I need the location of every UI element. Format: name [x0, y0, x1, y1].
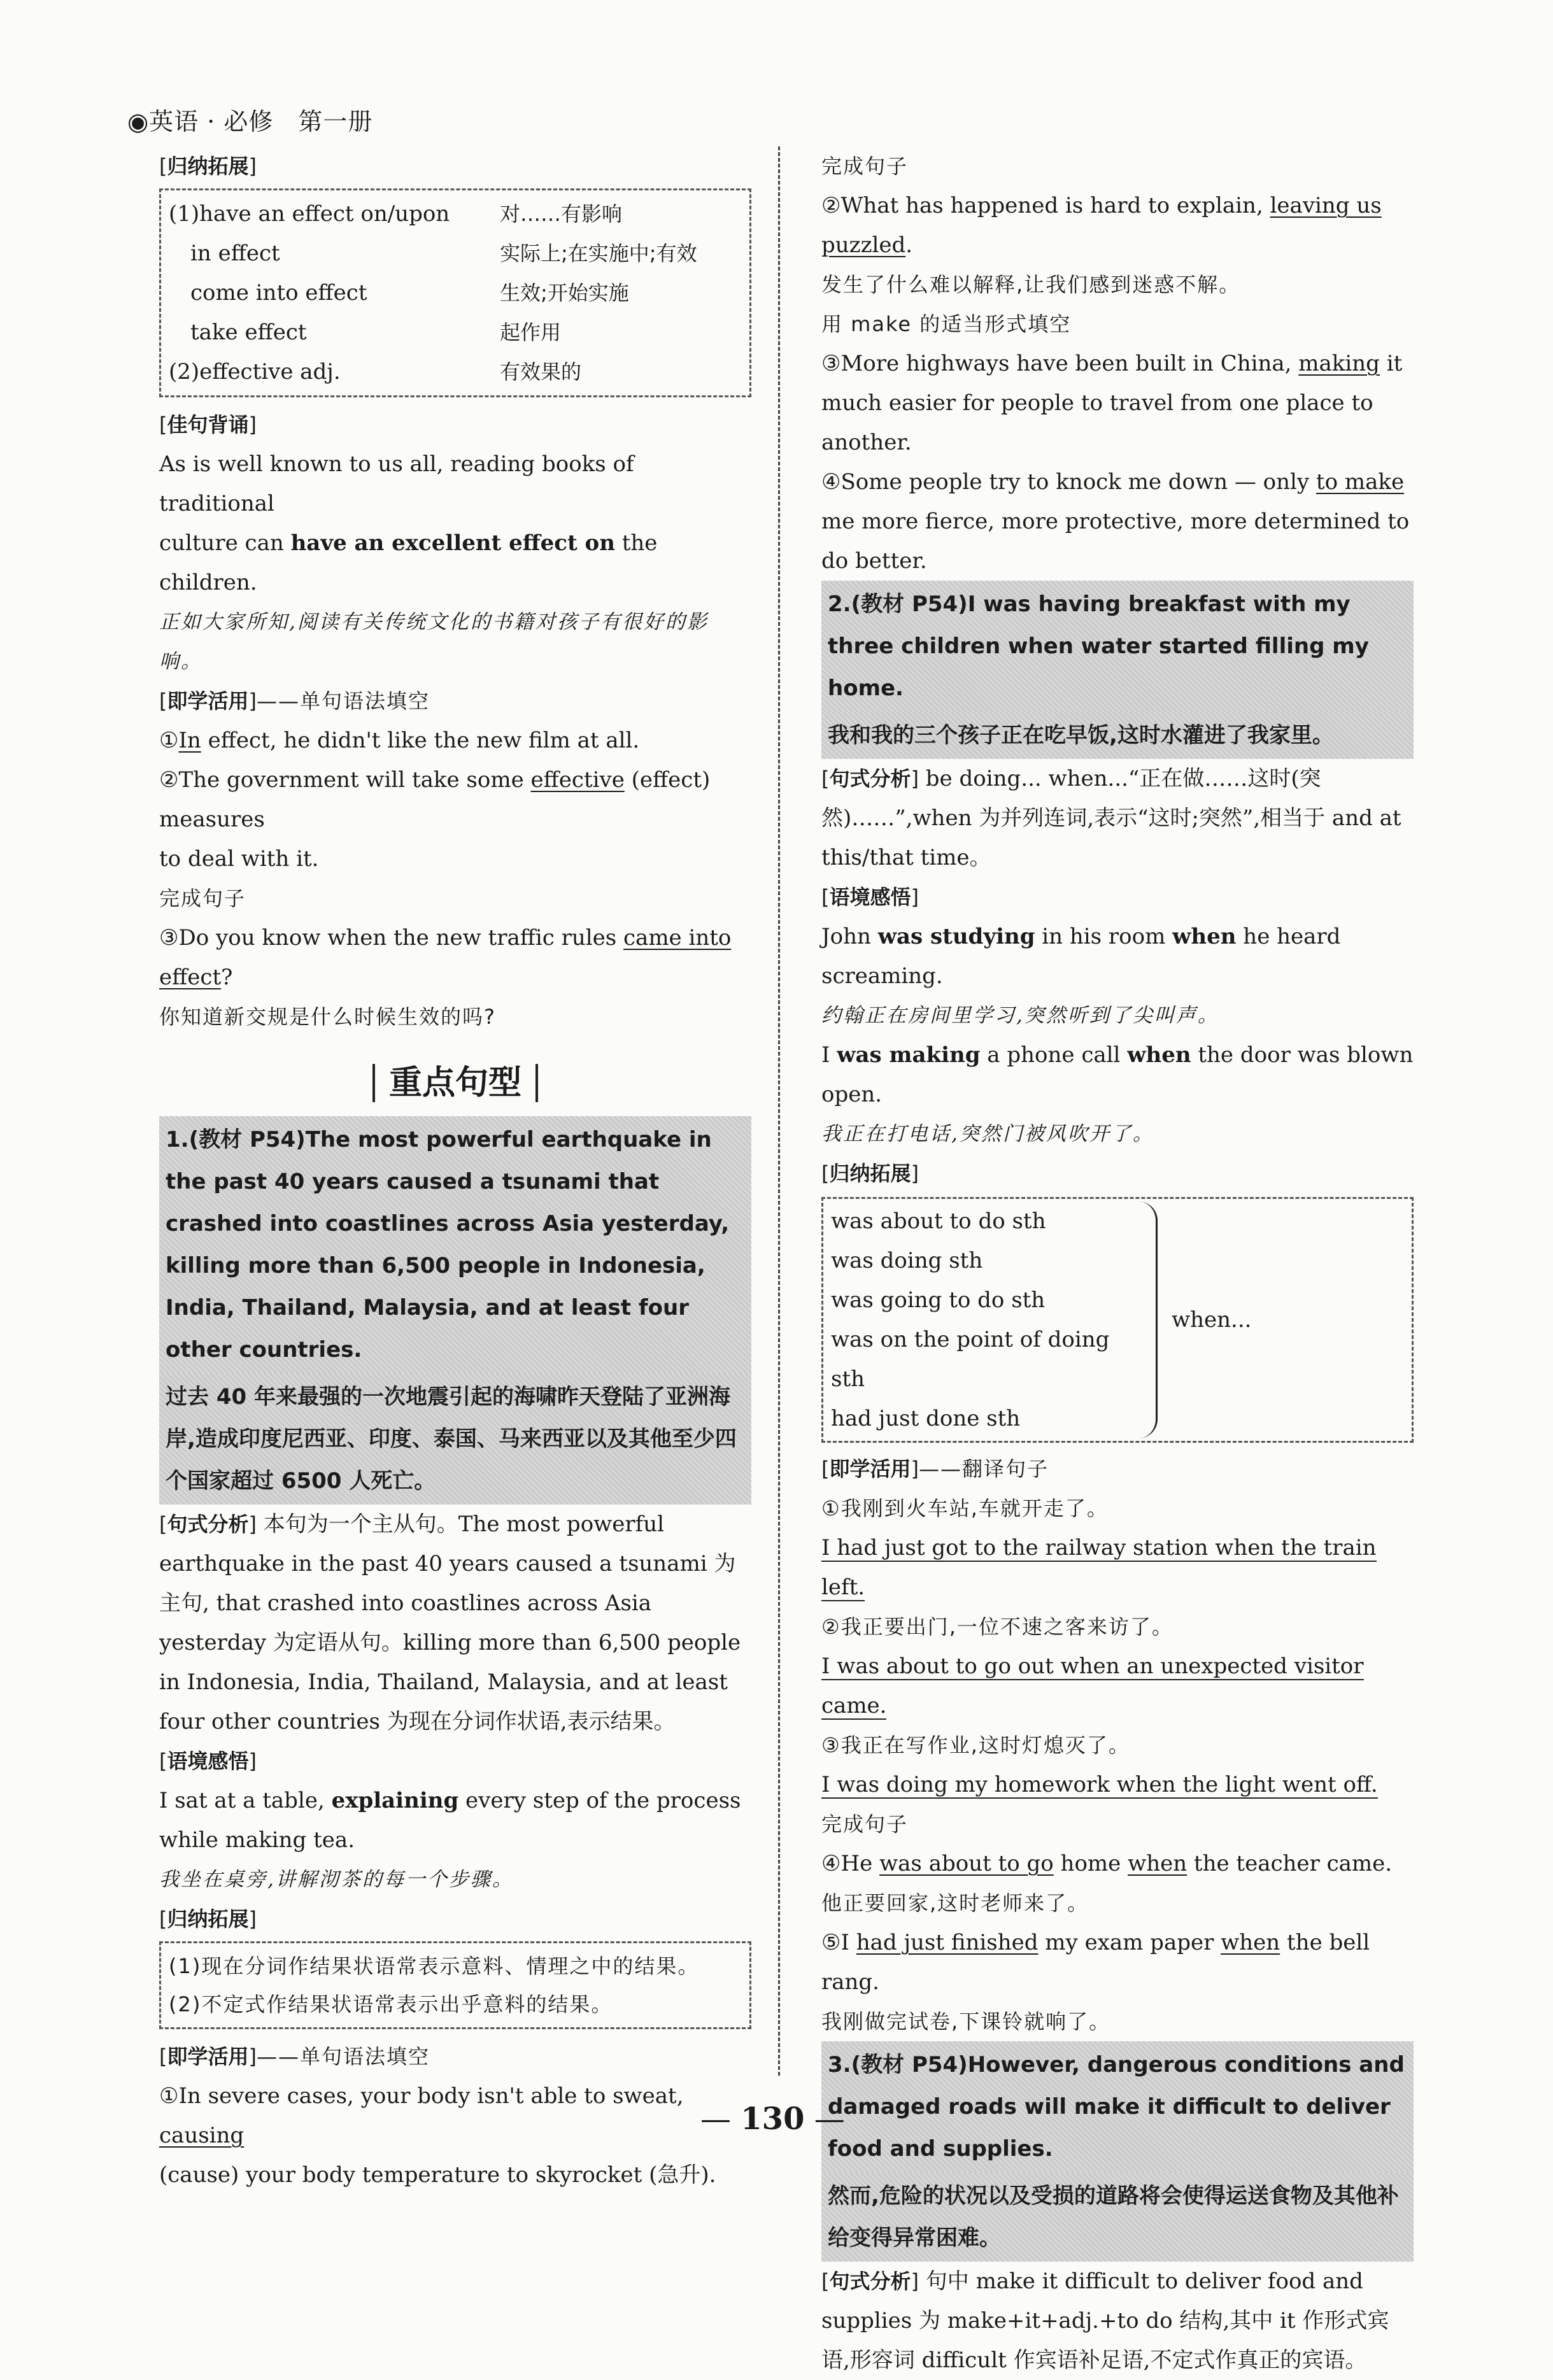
translate-3-prompt: ③我正在写作业,这时灯熄灭了。 [821, 1733, 1130, 1757]
tag-practice: [ 即学活用 ] [159, 689, 257, 713]
pattern-item: was doing sth [831, 1248, 983, 1273]
context-example-1: I sat at a table, explaining every step of the process while making tea. [159, 1788, 741, 1853]
pattern-item: was on the point of doing sth [831, 1327, 1110, 1392]
exercise-r2-translation: 发生了什么难以解释,让我们感到迷惑不解。 [821, 273, 1241, 297]
exercise-r4: ④Some people try to knock me down — only to make me more fierce, more protective, more determined to do better. [821, 469, 1410, 574]
recite-sentence-2: culture can have an excellent effect on the children. [159, 530, 658, 595]
exercise-3: ③Do you know when the new traffic rules came into [159, 925, 732, 951]
key-sentence-1: 1.(教材 P54)The most powerful earthquake in the past 40 years caused a tsunami that crashed into coastlines across Asia yesterday, killing more than 6,500 people in Indonesia, India, Thailand, Malaysia, and at least four other countries. [159, 1116, 751, 1373]
make-label: 用 make 的适当形式填空 [821, 312, 1072, 336]
answer-to-make: to make [1315, 469, 1405, 495]
translate-1-answer: I had just got to the railway station when the train left. [821, 1535, 1377, 1600]
complete-5: ⑤I had just finished my exam paper when the bell rang. [821, 1930, 1370, 1995]
tag-summary-2: [ 归纳拓展 ] [159, 1907, 257, 1931]
exercise-1: ①In effect, he didn't like the new film at all. [159, 728, 640, 753]
when-pattern-box [821, 1197, 1414, 1443]
tag-recite: [ 佳句背诵 ] [159, 413, 257, 437]
exercise-r3: ③More highways have been built in China, making it much easier for people to travel from one place to another. [821, 351, 1403, 455]
answer-leaving: leaving us puzzled [821, 193, 1382, 258]
tag-context-2: [ 语境感悟 ] [821, 885, 919, 909]
pattern-when-label: when... [1172, 1307, 1252, 1333]
effect-row: (1)have an effect on/upon 对……有影响 [169, 201, 623, 227]
column-divider [778, 146, 780, 2076]
complete-label-3: 完成句子 [821, 1812, 909, 1836]
key-sentence-2: 2.(教材 P54)I was having breakfast with my three children when water started filling my home. [821, 581, 1414, 712]
complete-4: ④He was about to go home when the teacher came. [821, 1851, 1393, 1876]
answer-effective: effective [530, 767, 625, 793]
recite-translation: 正如大家所知,阅读有关传统文化的书籍对孩子有很好的影 [159, 611, 709, 634]
page-number: — 130 — [700, 2101, 845, 2137]
key-sentence-2-translation: 我和我的三个孩子正在吃早饭,这时水灌进了我家里。 [821, 712, 1414, 759]
tag-practice-3: [ 即学活用 ] [821, 1457, 919, 1481]
context-example-3: I was making a phone call when the door was blown open. [821, 1042, 1414, 1107]
complete-label: 完成句子 [159, 886, 246, 910]
translate-3-answer: I was doing my homework when the light went off. [821, 1772, 1378, 1797]
tag-summary-3: [ 归纳拓展 ] [821, 1161, 919, 1186]
effect-row: (2)effective adj. 有效果的 [169, 359, 582, 385]
answer-causing: causing [159, 2123, 245, 2148]
effect-row: come into effect 生效;开始实施 [169, 280, 629, 306]
exercise-r2: ②What has happened is hard to explain, leaving us puzzled. [821, 193, 1382, 258]
translate-2-prompt: ②我正要出门,一位不速之客来访了。 [821, 1615, 1174, 1639]
tag-practice-2: [ 即学活用 ] [159, 2044, 257, 2069]
complete-label-right: 完成句子 [821, 154, 909, 178]
recite-sentence-1: As is well known to us all, reading books of traditional [159, 451, 634, 516]
answer-in: In [178, 728, 201, 753]
effect-row: take effect 起作用 [169, 320, 562, 345]
effect-phrase-box [159, 188, 751, 397]
analysis-2: [ 句式分析 ] be doing... when...“正在做……这时(突然)……”,when 为并列连词,表示“这时;突然”,相当于 and at this/that time。 [821, 759, 1414, 877]
pattern-item: had just done sth [831, 1406, 1021, 1431]
key-sentence-3-translation: 然而,危险的状况以及受损的道路将会使得运送食物及其他补给变得异常困难。 [821, 2172, 1414, 2262]
effect-row: in effect 实际上;在实施中;有效 [169, 241, 697, 266]
left-column: [ 归纳拓展 ] (1)have an effect on/upon 对……有影响 in effect 实际上;在实施中;有效 come into effect 生效;开始实施 take effect 起作用 (2)effective adj. 有效果的 [ 佳句背诵 ] As is well known to us all, reading books of traditional culture can have an excellent effect on the children. 正如大家所知,阅读有关传统文化的书籍对孩子有很好的影 响。 [ 即学活用 ] ——单句语法填空 ①In effect, he didn't like the new film at all. ②The government will take some effective (effect) measures to deal with it. 完成句子 ③Do you know when the new traffic rules came into effect? 你知道新交规是什么时候生效的吗? 重点句型 1.(教材 P54)The most powerful earthquake in the past 40 years caused a tsunami that crashed into coastlines across Asia yesterday, killing more than 6,500 people in Indonesia, India, Thailand, Malaysia, and at least four other countries. 过去 40 年来最强的一次地震引起的海啸昨天登陆了亚洲海岸,造成印度尼西亚、印度、泰国、马来西亚以及其他至少四个国家超过 6500 人死亡。 [ 句式分析 ] 本句为一个主从句。The most powerful earthquake in the past 40 years caused a tsunami 为主句, that crashed into coastlines across Asia yesterday 为定语从句。killing more than 6,500 people in Indonesia, India, Thailand, Malaysia, and at least four other countries 为现在分词作状语,表示结果。 [ 语境感悟 ] I sat at a table, explaining every step of the process while making tea. 我坐在桌旁,讲解沏茶的每一个步骤。 [ 归纳拓展 ] (1)现在分词作结果状语常表示意料、情理之中的结果。 (2)不定式作结果状语常表示出乎意料的结果。 [ 即学活用 ] ——单句语法填空 ①In severe cases, your body isn't able to sweat, causing (cause) your body temperature to skyrocket (急升). [159, 146, 751, 2195]
context-translation-1: 我坐在桌旁,讲解沏茶的每一个步骤。 [159, 1868, 514, 1891]
right-column: 完成句子 ②What has happened is hard to explain, leaving us puzzled. 发生了什么难以解释,让我们感到迷惑不解。 用 make 的适当形式填空 ③More highways have been built in China, making it much easier for people to travel from one place to another. ④Some people try to knock me down — only to make me more fierce, more protective, more determined to do better. 2.(教材 P54)I was having breakfast with my three children when water started filling my home. 我和我的三个孩子正在吃早饭,这时水灌进了我家里。 [ 句式分析 ] be doing... when...“正在做……这时(突然)……”,when 为并列连词,表示“这时;突然”,相当于 and at this/that time。 [ 语境感悟 ] John was studying in his room when he heard screaming. 约翰正在房间里学习,突然听到了尖叫声。 I was making a phone call when the door was blown open. 我正在打电话,突然门被风吹开了。 [ 归纳拓展 ] was about to do sth was doing sth was going to do sth was on the point of doing sth had just done sth when... [ 即学活用 ] ——翻译句子 ①我刚到火车站,车就开走了。 I had just got to the railway station when the train left. ②我正要出门,一位不速之客来访了。 I was about to go out when an unexpected visitor came. ③我正在写作业,这时灯熄灭了。 I was doing my homework when the light went off. 完成句子 ④He was about to go home when the teacher came. 他正要回家,这时老师来了。 ⑤I had just finished my exam paper when the bell rang. 我刚做完试卷,下课铃就响了。 3.(教材 P54)However, dangerous conditions and damaged roads will make it difficult to deliver food and supplies. 然而,危险的状况以及受损的道路将会使得运送食物及其他补给变得异常困难。 [ 句式分析 ] 句中 make it difficult to deliver food and supplies 为 make+it+adj.+to do 结构,其中 it 作形式宾语,形容词 difficult 作宾语补足语,不定式作真正的宾语。 [821, 146, 1414, 2380]
exercise-3-translation: 你知道新交规是什么时候生效的吗? [159, 1005, 496, 1029]
translate-1-prompt: ①我刚到火车站,车就开走了。 [821, 1496, 1109, 1520]
pattern-item: was about to do sth [831, 1208, 1046, 1234]
answer-came-into: came into [623, 925, 732, 951]
adverbial-result-box: (1)现在分词作结果状语常表示意料、情理之中的结果。 (2)不定式作结果状语常表示出乎意料的结果。 [159, 1941, 751, 2029]
translate-2-answer: I was about to go out when an unexpected visitor came. [821, 1654, 1364, 1718]
tag-summary: [ 归纳拓展 ] [159, 154, 257, 178]
recite-translation-end: 响。 [159, 650, 202, 673]
context-example-2: John was studying in his room when he heard screaming. [821, 924, 1341, 989]
analysis-3: [ 句式分析 ] 句中 make it difficult to deliver food and supplies 为 make+it+adj.+to do 结构,其中 it 作形式宾语,形容词 difficult 作宾语补足语,不定式作真正的宾语。 [821, 2262, 1414, 2380]
exercise-2: ②The government will take some effective (effect) measures [159, 767, 711, 832]
book-header: ◉英语 · 必修 第一册 [127, 108, 373, 136]
pattern-item: was going to do sth [831, 1287, 1046, 1313]
key-sentence-3: 3.(教材 P54)However, dangerous conditions and damaged roads will make it difficult to deliver food and supplies. [821, 2041, 1414, 2172]
section-title: 重点句型 [159, 1056, 751, 1103]
tag-context: [ 语境感悟 ] [159, 1749, 257, 1773]
analysis-1: [ 句式分析 ] 本句为一个主从句。The most powerful earthquake in the past 40 years caused a tsunami 为主句, that crashed into coastlines across Asia yesterday 为定语从句。killing more than 6,500 people in Indonesia, India, Thailand, Malaysia, and at least four other countries 为现在分词作状语,表示结果。 [159, 1505, 751, 1741]
key-sentence-1-translation: 过去 40 年来最强的一次地震引起的海啸昨天登陆了亚洲海岸,造成印度尼西亚、印度、泰国、马来西亚以及其他至少四个国家超过 6500 人死亡。 [159, 1373, 751, 1505]
answer-making: making [1298, 351, 1380, 376]
practice-sentence-1: ①In severe cases, your body isn't able to sweat, causing (cause) your body temperature to skyrocket (急升). [159, 2083, 716, 2188]
